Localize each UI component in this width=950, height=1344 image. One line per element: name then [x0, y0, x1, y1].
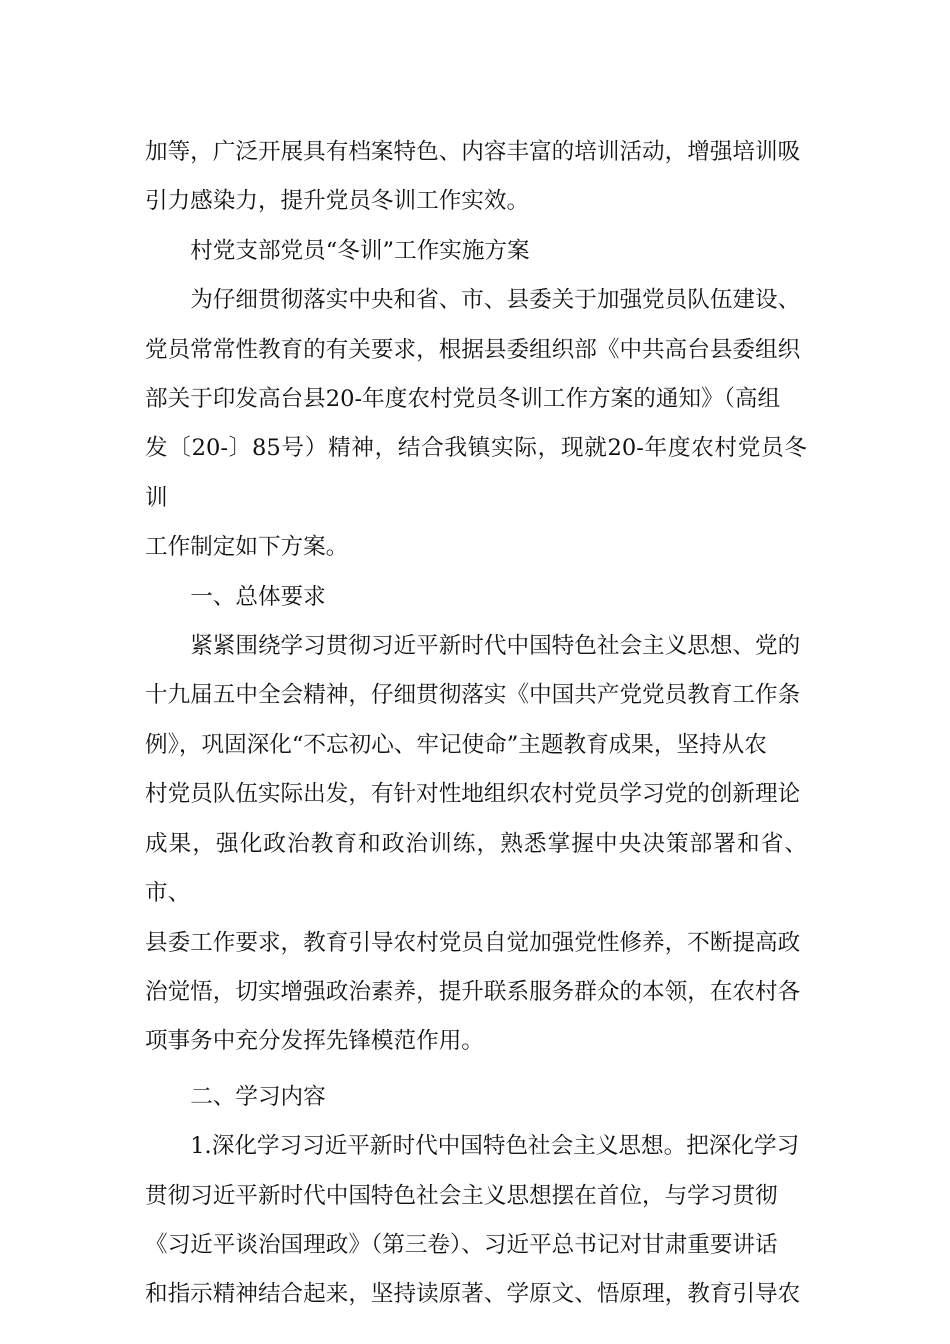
paragraph-study-content-1: 1.深化学习习近平新时代中国特色社会主义思想。把深化学习 贯彻习近平新时代中国特色社会主义思想摆在首位，与学习贯彻 《习近平谈治国理政》（第三卷）、习近平总书记对甘肃重要讲话 和指示精神结合起来，坚持读原著、学原文、悟原理，教育引导农	[145, 1133, 801, 1308]
section-heading-general-requirements: 一、总体要求	[190, 583, 326, 610]
paragraph-general-requirements: 紧紧围绕学习贯彻习近平新时代中国特色社会主义思想、党的 十九届五中全会精神，仔细贯彻落实《中国共产党党员教育工作条 例》，巩固深化“不忘初心、牢记使命”主题教育成果，坚持从农 村党员队伍实际出发，有针对性地组织农村党员学习党的创新理论 成果，强化政治教育和政治训练，熟悉掌握中央决策部署和省、市、 县委工作要求，教育引导农村党员自觉加强党性修养，不断提高政 治觉悟，切实增强政治素养，提升联系服务群众的本领，在农村各 项事务中充分发挥先锋模范作用。	[145, 633, 807, 1055]
document-title: 村党支部党员“冬训”工作实施方案	[190, 237, 530, 264]
paragraph-continuation: 加等，广泛开展具有档案特色、内容丰富的培训活动，增强培训吸 引力感染力，提升党员冬训工作实效。	[145, 139, 801, 215]
document-body	[145, 128, 807, 1320]
section-heading-study-content: 二、学习内容	[190, 1083, 326, 1110]
paragraph-intro: 为仔细贯彻落实中央和省、市、县委关于加强党员队伍建设、 党员常常性教育的有关要求，根据县委组织部《中共高台县委组织 部关于印发高台县20-年度农村党员冬训工作方案的通知》（高组 发〔20-〕85号）精神，结合我镇实际，现就20-年度农村党员冬训 工作制定如下方案。	[145, 287, 807, 561]
